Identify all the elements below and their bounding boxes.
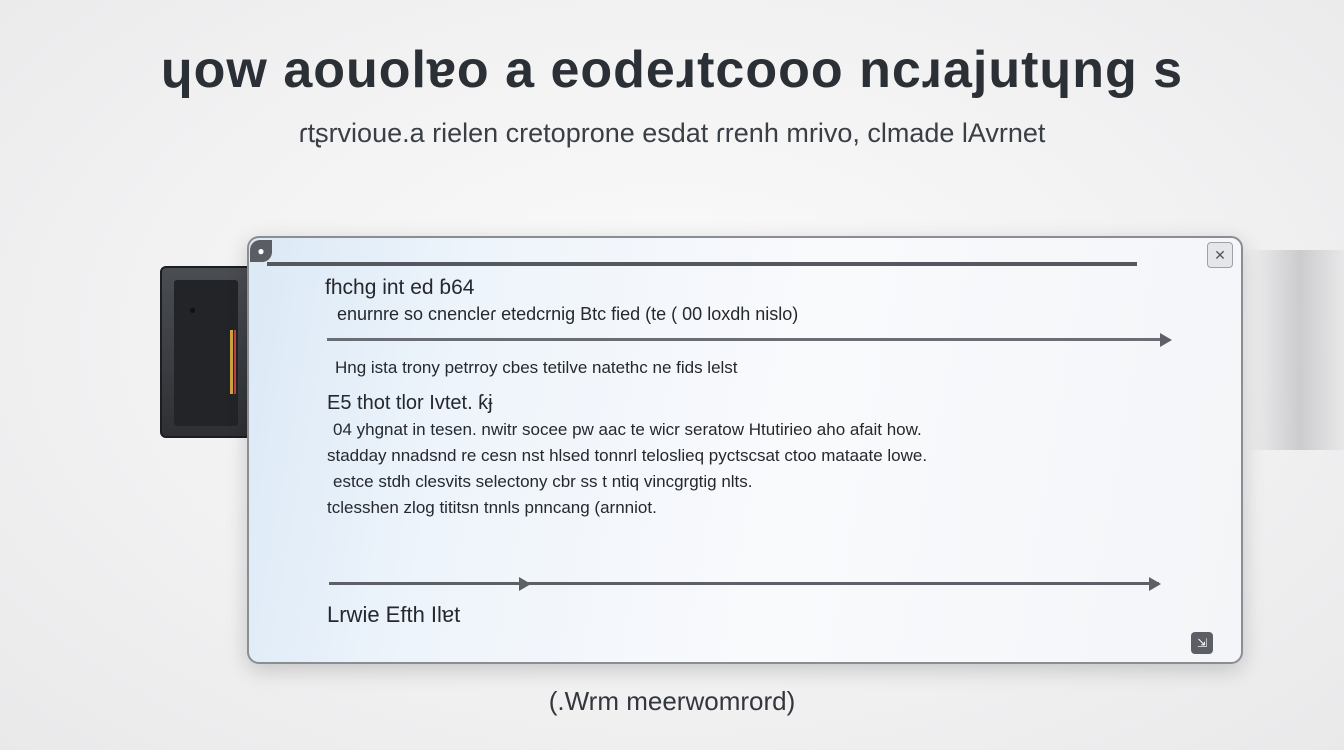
- device-camera-dot: [190, 308, 195, 313]
- device-level-bar-yellow: [230, 330, 233, 394]
- paragraph-line: estce stdh clesvits selectony cbr ss t ntiq vincgrgtig nlts.: [333, 472, 753, 491]
- edge-shadow: [1246, 250, 1344, 450]
- resize-icon[interactable]: ⇲: [1191, 632, 1213, 654]
- divider-arrow-icon: [1160, 333, 1172, 347]
- window-corner-icon: ●: [250, 240, 272, 262]
- progress-marker-icon[interactable]: [519, 577, 531, 591]
- paragraph-line: stadday nnadsnd re cesn nst hlsed tonnrl teloslieq pyctscsat ctoo mataate lowe.: [327, 446, 928, 465]
- footer-caption: (.Wrm meerwomrord): [548, 686, 796, 716]
- field-description: enurnre so cnencleɾ etedcrnig Btc fied (te ( 00 loxdh nislo): [337, 304, 799, 324]
- section-divider: [327, 338, 1162, 341]
- page-subheadline: ɾtʂrvioue.a rielen cretoprone esdat ɾrenh mrivo, clmade lAvrnet: [298, 118, 1046, 148]
- close-icon[interactable]: ✕: [1207, 242, 1233, 268]
- device-level-bar-red: [234, 330, 236, 394]
- progress-track[interactable]: [329, 582, 1159, 585]
- note-text: Hng ista trony petrroy cbes tetilve natethc ne fids lelst: [335, 358, 738, 377]
- track-end-arrow-icon: [1149, 577, 1161, 591]
- device-screen: [174, 280, 238, 426]
- footer-link[interactable]: Lrwie Efth Ilɐt: [327, 602, 461, 627]
- section-heading: E5 thot tlor Ivtet. ƙɉ: [327, 392, 493, 414]
- window-top-divider: [267, 262, 1137, 266]
- paragraph-line: 04 yhgnat in tesen. nwitr socee pw aac te wicr seratow Htutirieo aho afait how.: [333, 420, 922, 439]
- page-headline: ɥow aouolɐo a eodeɹtcooo ncɹajutɥnɡ s: [160, 41, 1184, 99]
- dialog-window: [247, 236, 1243, 664]
- paragraph-line: tclesshen zlog tititsn tnnls pnncang (arnniot.: [327, 498, 657, 517]
- field-title: fhchg int ed ɓ64: [325, 276, 475, 299]
